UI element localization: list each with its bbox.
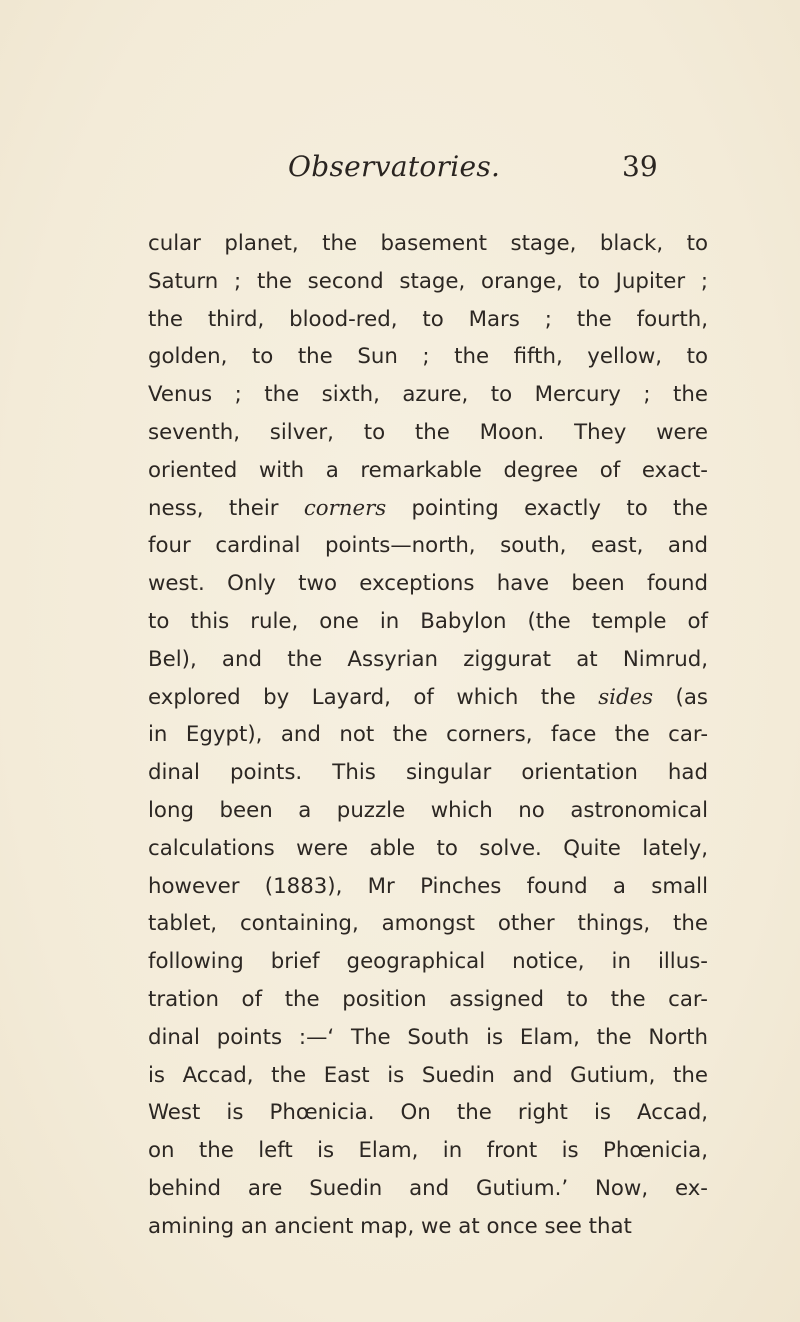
italic-word-sides: sides (598, 684, 654, 710)
text-line-14: in Egypt), and not the corners, face the car- (148, 722, 708, 748)
text-line-17: calculations were able to solve. Quite lately, (148, 835, 708, 861)
text-line-8 (148, 490, 708, 528)
text-line-1: cular planet, the basement stage, black, to (148, 231, 708, 256)
text-line-3: the third, blood-red, to Mars ; the fourth, (148, 306, 708, 332)
text-line-11: to this rule, one in Babylon (the temple of (148, 608, 708, 634)
text-line-13 (148, 679, 708, 717)
text-line-26: behind are Suedin and Gutium.’ Now, ex- (148, 1175, 708, 1201)
text-line-20: following brief geographical notice, in illus- (148, 949, 708, 975)
text-line-16: long been a puzzle which no astronomical (148, 797, 708, 823)
text-line-2: Saturn ; the second stage, orange, to Jupiter ; (148, 268, 708, 294)
running-head (0, 150, 800, 190)
text-line-13-start: explored by Layard, of which the (148, 684, 599, 710)
text-line-12: Bel), and the Assyrian ziggurat at Nimrud, (148, 646, 708, 672)
text-line-21: tration of the position assigned to the car- (148, 986, 708, 1012)
text-line-27: amining an ancient map, we at once see that (148, 1213, 632, 1239)
italic-word-corners: corners (303, 495, 387, 521)
text-line-22: dinal points :—‘ The South is Elam, the North (148, 1024, 708, 1050)
page-number: 39 (622, 150, 658, 183)
text-line-24: West is Phœnicia. On the right is Accad, (148, 1100, 708, 1126)
text-line-6: seventh, silver, to the Moon. They were (148, 419, 708, 445)
body-text (148, 225, 708, 1246)
text-line-10: west. Only two exceptions have been found (148, 571, 708, 597)
text-line-9: four cardinal points—north, south, east, and (148, 533, 708, 559)
text-line-5: Venus ; the sixth, azure, to Mercury ; the (148, 382, 708, 408)
text-line-25: on the left is Elam, in front is Phœnicia, (148, 1138, 708, 1164)
text-line-13-end: (as (653, 684, 708, 710)
text-line-8-end: pointing exactly to the (386, 495, 708, 521)
text-line-15: dinal points. This singular orientation had (148, 760, 708, 786)
text-line-8-start: ness, their (148, 495, 304, 521)
text-line-23: is Accad, the East is Suedin and Gutium, the (148, 1062, 708, 1088)
text-line-18: however (1883), Mr Pinches found a small (148, 873, 708, 899)
text-line-19: tablet, containing, amongst other things, the (148, 911, 708, 937)
running-title: Observatories. (288, 150, 501, 183)
text-line-4: golden, to the Sun ; the fifth, yellow, to (148, 344, 708, 370)
text-line-7: oriented with a remarkable degree of exact- (148, 457, 708, 483)
